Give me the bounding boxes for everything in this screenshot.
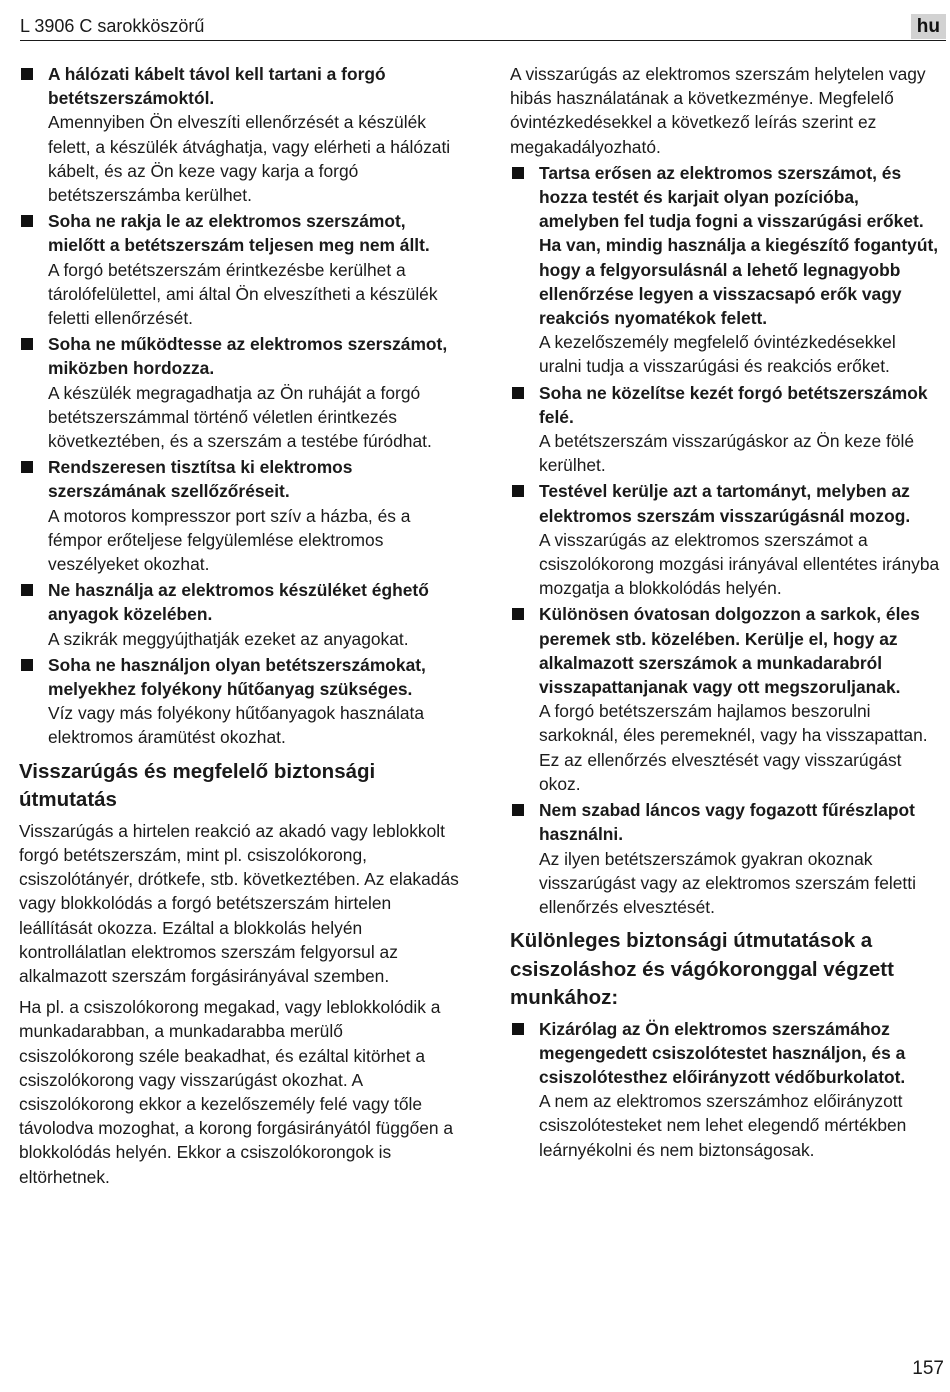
safety-item-title: Testével kerülje azt a tartományt, melyben az elektromos szerszám visszarúgásnál mozog. (539, 481, 911, 526)
safety-item-title: Tartsa erősen az elektromos szerszámot, és hozza testét és karjait olyan pozícióba, amelyben fel tudja fogni a visszarúgási erőket. Ha van, mindig használja a kiegészítő fogantyút, hogy a felgyorsulásnál a lehető legnagyobb ellenőrzése legyen a visszacsapó erők vagy reakciós nyomatékok felett. (539, 162, 939, 329)
square-bullet-icon (512, 387, 524, 399)
safety-item (510, 798, 942, 919)
section-heading: Visszarúgás és megfelelő biztonsági útmutatás (19, 759, 376, 812)
page-header (20, 10, 946, 41)
square-bullet-icon (21, 584, 33, 596)
safety-item (510, 1017, 942, 1162)
safety-item-body: Víz vagy más folyékony hűtőanyagok használata elektromos áramütést okozhat. (48, 703, 425, 748)
safety-item-body: A szikrák meggyújthatják ezeket az anyagokat. (48, 628, 409, 649)
safety-item-title: Rendszeresen tisztítsa ki elektromos szerszámának szellőzőréseit. (48, 457, 353, 502)
left-column (19, 62, 461, 1196)
square-bullet-icon (21, 338, 33, 350)
safety-item-body: A forgó betétszerszám hajlamos beszorulni sarkoknál, éles peremeknél, vagy ha visszapattan. Ez az ellenőrzés elvesztését vagy visszarúgást okoz. (539, 701, 928, 794)
safety-item-title: A hálózati kábelt távol kell tartani a forgó betétszerszámoktól. (48, 64, 386, 109)
section-heading: Különleges biztonsági útmutatások a csiszoláshoz és vágókoronggal végzett munkához: (510, 929, 894, 1010)
safety-item-body: A készülék megragadhatja az Ön ruháját a forgó betétszerszámmal történő véletlen érintkezés következtében, és a szerszám a testébe fúródhat. (48, 382, 432, 452)
safety-item (510, 381, 942, 478)
square-bullet-icon (512, 1023, 524, 1035)
paragraph: Visszarúgás a hirtelen reakció az akadó vagy leblokkolt forgó betétszerszám, mint pl. csiszolókorong, csiszolótányér, drótkefe, stb. következtében. Az elakadás vagy blokkolódás a forgó betétszerszám hirtelen leállítását okozza. Ezáltal a blokkolás helyén kontrollálatlan elektromos szerszám felgyorsul az alkalmazott szerszám forgásirányával szemben. (19, 820, 459, 986)
square-bullet-icon (512, 804, 524, 816)
safety-item-title: Soha ne rakja le az elektromos szerszámot, mielőtt a betétszerszám teljesen meg nem állt. (48, 211, 430, 256)
intro-paragraph: A visszarúgás az elektromos szerszám helytelen vagy hibás használatának a következménye. Megfelelő óvintézkedésekkel a következő leírás szerint ez megakadályozható. (510, 64, 926, 157)
safety-item (510, 161, 942, 379)
square-bullet-icon (21, 461, 33, 473)
document-title: L 3906 C sarokköszörű (20, 16, 205, 36)
right-column (510, 62, 942, 1164)
safety-item-title: Ne használja az elektromos készüléket éghető anyagok közelében. (48, 580, 429, 625)
safety-item (19, 578, 461, 651)
safety-item-body: A visszarúgás az elektromos szerszámot a csiszolókorong mozgási irányával ellentétes irányba mozgatja a blokkolódás helyén. (539, 529, 940, 599)
safety-item-title: Különösen óvatosan dolgozzon a sarkok, éles peremek stb. közelében. Kerülje el, hogy az alkalmazott szerszámok a munkadarabról visszapattanjanak vagy ott megszoruljanak. (539, 604, 920, 698)
safety-item-body: A forgó betétszerszám érintkezésbe kerülhet a tárolófelülettel, ami által Ön elveszítheti a készülék feletti ellenőrzését. (48, 259, 438, 329)
square-bullet-icon (21, 68, 33, 80)
safety-item-body: A kezelőszemély megfelelő óvintézkedésekkel uralni tudja a visszarúgási és reakciós erőket. (539, 332, 896, 377)
safety-item-title: Nem szabad láncos vagy fogazott fűrészlapot használni. (539, 800, 915, 845)
square-bullet-icon (512, 608, 524, 620)
safety-item (19, 455, 461, 576)
page-number: 157 (912, 1358, 944, 1379)
safety-item (510, 602, 942, 796)
safety-item-body: Amennyiben Ön elveszíti ellenőrzését a készülék felett, a készülék átvághatja, vagy elérheti a hálózati kábelt, és az Ön keze vagy karja a forgó betétszerszámba kerülhet. (48, 112, 451, 206)
paragraph: Ha pl. a csiszolókorong megakad, vagy leblokkolódik a munkadarabban, a munkadarabba merülő csiszolókorong széle beakadhat, és ezáltal kitörhet a csiszolókorong vagy visszarúgást okozhat. A csiszolókorong ekkor a kezelőszemély felé vagy tőle távolodva mozoghat, a korong forgásirányától függően a blokkolódás helyén. Ekkor a csiszolókorongok is eltörhetnek. (19, 997, 454, 1187)
safety-item-title: Soha ne működtesse az elektromos szerszámot, miközben hordozza. (48, 334, 448, 379)
square-bullet-icon (21, 659, 33, 671)
square-bullet-icon (21, 215, 33, 227)
safety-item (19, 209, 461, 330)
safety-item-body: A nem az elektromos szerszámhoz előirányzott csiszolótesteket nem lehet elegendő mértékben leárnyékolni és nem biztonságosak. (539, 1091, 907, 1160)
language-badge: hu (911, 14, 946, 39)
safety-item-title: Soha ne használjon olyan betétszerszámokat, melyekhez folyékony hűtőanyag szükséges. (48, 654, 426, 700)
safety-item-title: Kizárólag az Ön elektromos szerszámához megengedett csiszolótestet használjon, és a csiszolótesthez előirányzott védőburkolatot. (539, 1018, 906, 1088)
safety-item-title: Soha ne közelítse kezét forgó betétszerszámok felé. (539, 382, 928, 427)
safety-item-body: A motoros kompresszor port szív a házba, és a fémpor erőteljese felgyülemlése elektromos veszélyeket okozhat. (48, 505, 411, 575)
square-bullet-icon (512, 485, 524, 497)
safety-item (19, 332, 461, 453)
safety-item-body: Az ilyen betétszerszámok gyakran okoznak visszarúgást vagy az elektromos szerszám feletti ellenőrzés elvesztését. (539, 848, 916, 917)
safety-item (19, 62, 461, 207)
safety-item (510, 479, 942, 600)
safety-item (19, 653, 461, 750)
square-bullet-icon (512, 167, 524, 179)
safety-item-body: A betétszerszám visszarúgáskor az Ön keze fölé kerülhet. (539, 431, 915, 476)
